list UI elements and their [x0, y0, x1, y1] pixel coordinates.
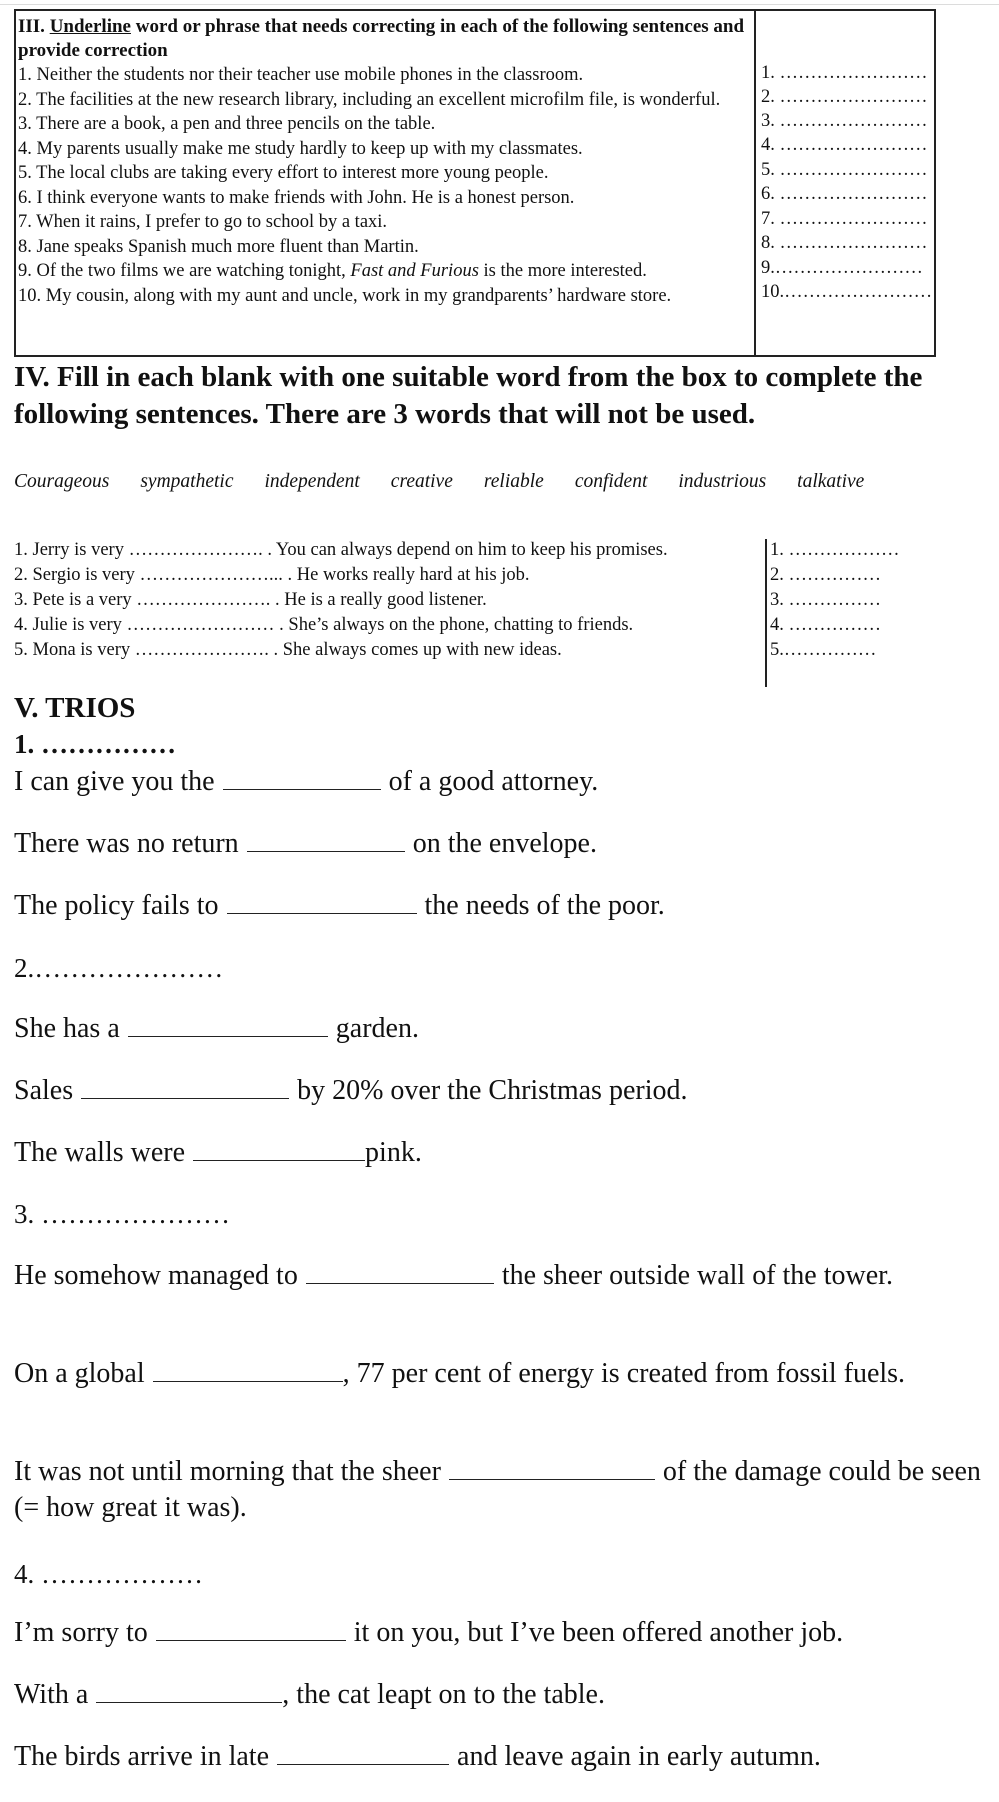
s4-answer-2[interactable]: 2. …………… [770, 565, 881, 585]
section-5-title: V. TRIOS [14, 692, 136, 724]
word-independent: independent [264, 471, 360, 492]
section-4-sentences [14, 538, 668, 663]
s3-question-2: 2. The facilities at the new research library, including an excellent microfilm file, is wonderful. [18, 89, 721, 110]
s3-question-4: 4. My parents usually make me study hardly to keep up with my classmates. [18, 138, 583, 159]
trio-2-sentence-3: The walls were pink. [14, 1134, 984, 1171]
trio-4-sentence-2: With a , the cat leapt on to the table. [14, 1676, 984, 1713]
trio-4-number[interactable]: 4. ……………… [14, 1559, 203, 1589]
s4-answer-1[interactable]: 1. ……………… [770, 540, 900, 560]
word-sympathetic: sympathetic [140, 471, 234, 492]
blank-line[interactable] [193, 1134, 365, 1161]
s4-sentence-4: 4. Julie is very …………………… . She’s always on the phone, chatting to friends. [14, 615, 634, 635]
blank-line[interactable] [449, 1453, 655, 1480]
s4-answer-3[interactable]: 3. …………… [770, 590, 881, 610]
trio-1-sentence-1: I can give you the of a good attorney. [14, 763, 984, 800]
section-3-answers [757, 11, 937, 355]
section-4-answers [770, 538, 900, 663]
blank-line[interactable] [81, 1072, 289, 1099]
s3-question-6: 6. I think everyone wants to make friends with John. He is a honest person. [18, 187, 575, 208]
blank-line[interactable] [227, 887, 417, 914]
trio-3-sentence-3: It was not until morning that the sheer of the damage could be seen (= how great it was). [14, 1453, 984, 1526]
s3-question-1: 1. Neither the students nor their teacher use mobile phones in the classroom. [18, 65, 584, 85]
blank-line[interactable] [128, 1010, 328, 1037]
s3-answer-9[interactable]: 9.…………………… [761, 258, 923, 278]
section-3-heading [18, 15, 754, 63]
s3-question-10: 10. My cousin, along with my aunt and uncle, work in my grandparents’ hardware store. [18, 285, 672, 306]
s3-answer-10[interactable]: 10.…………………… [761, 282, 933, 302]
word-reliable: reliable [483, 471, 544, 492]
blank-line[interactable] [247, 825, 405, 852]
trio-2-sentence-2: Sales by 20% over the Christmas period. [14, 1072, 984, 1109]
s4-sentence-1: 1. Jerry is very …………………. . You can always depend on him to keep his promises. [14, 540, 668, 560]
trio-3-sentence-2: On a global , 77 per cent of energy is created from fossil fuels. [14, 1355, 984, 1392]
word-courageous: Courageous [14, 471, 110, 492]
s3-question-8: 8. Jane speaks Spanish much more fluent than Martin. [18, 236, 419, 257]
trio-1-number[interactable]: 1. …………… [14, 729, 176, 759]
blank-line[interactable] [153, 1355, 343, 1382]
s3-answer-1[interactable]: 1. …………………… [761, 63, 928, 83]
blank-line[interactable] [156, 1614, 346, 1641]
word-industrious: industrious [678, 471, 767, 492]
trio-1-sentence-2: There was no return on the envelope. [14, 825, 984, 862]
word-confident: confident [574, 471, 648, 492]
section-3-underlined-word: Underline [49, 16, 131, 37]
trio-4-sentence-3: The birds arrive in late and leave again in early autumn. [14, 1738, 984, 1775]
blank-line[interactable] [223, 763, 381, 790]
s4-answer-5[interactable]: 5.…………… [770, 640, 877, 660]
s3-question-5: 5. The local clubs are taking every effort to interest more young people. [18, 163, 549, 183]
section-4-title: IV. Fill in each blank with one suitable word from the box to complete the following sentences. There are 3 words that will not be used. [14, 361, 923, 430]
section-4-divider [765, 539, 767, 687]
word-talkative: talkative [797, 471, 865, 492]
s4-sentence-2: 2. Sergio is very …………………... . He works really hard at his job. [14, 565, 530, 585]
s4-sentence-5: 5. Mona is very …………………. . She always comes up with new ideas. [14, 640, 562, 660]
s3-answer-6[interactable]: 6. …………………… [761, 184, 928, 204]
s4-sentence-3: 3. Pete is a very …………………. . He is a really good listener. [14, 590, 487, 610]
trio-3-sentence-1: He somehow managed to the sheer outside wall of the tower. [14, 1257, 984, 1294]
section-3-questions [16, 11, 756, 355]
section-3-instruction: word or phrase that needs correcting in each of the following sentences and provide correction [18, 16, 745, 61]
blank-line[interactable] [306, 1257, 494, 1284]
word-box [14, 470, 964, 494]
trio-2-sentence-1: She has a garden. [14, 1010, 984, 1047]
s3-answer-7[interactable]: 7. …………………… [761, 209, 928, 229]
s3-answer-2[interactable]: 2. …………………… [761, 87, 928, 107]
section-3-table [14, 9, 936, 357]
s3-question-9: 9. Of the two films we are watching tonight, Fast and Furious is the more interested. [18, 261, 647, 281]
blank-line[interactable] [277, 1738, 449, 1765]
word-creative: creative [390, 471, 453, 492]
s3-question-3: 3. There are a book, a pen and three pencils on the table. [18, 114, 436, 134]
s3-answer-3[interactable]: 3. …………………… [761, 111, 928, 131]
s3-question-7: 7. When it rains, I prefer to go to school by a taxi. [18, 212, 388, 232]
trio-1-sentence-3: The policy fails to the needs of the poor. [14, 887, 984, 924]
top-divider [0, 4, 999, 5]
trio-2-number[interactable]: 2.………………… [14, 953, 224, 983]
film-title: Fast and Furious [350, 261, 479, 281]
s3-answer-4[interactable]: 4. …………………… [761, 135, 928, 155]
trio-4-sentence-1: I’m sorry to it on you, but I’ve been offered another job. [14, 1614, 984, 1651]
s4-answer-4[interactable]: 4. …………… [770, 615, 881, 635]
section-3-number: III. [18, 16, 45, 37]
s3-answer-5[interactable]: 5. …………………… [761, 160, 928, 180]
blank-line[interactable] [96, 1676, 282, 1703]
s3-answer-8[interactable]: 8. …………………… [761, 233, 928, 253]
trio-3-number[interactable]: 3. ………………… [14, 1199, 230, 1229]
